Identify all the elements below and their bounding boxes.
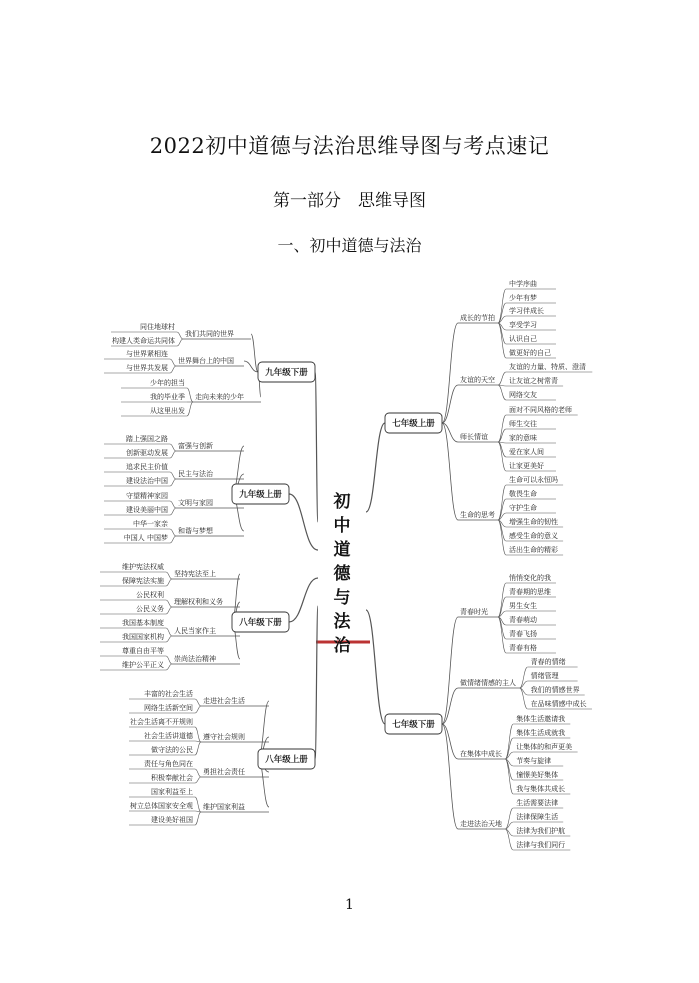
- book-node-label: 八年级上册: [265, 755, 308, 765]
- document-title: 2022初中道德与法治思维导图与考点速记: [149, 134, 550, 158]
- group-label: 理解权利和义务: [174, 598, 223, 606]
- book-node-label: 九年级上册: [239, 490, 282, 500]
- item-connector: [170, 472, 176, 479]
- item-label: 构建人类命运共同体: [112, 337, 175, 345]
- item-connector: [170, 501, 176, 508]
- item-label: 少年的担当: [150, 379, 185, 387]
- book-node-label: 七年级上册: [392, 419, 435, 429]
- item-label: 中国人 中国梦: [123, 534, 168, 542]
- group-label: 人民当家作主: [174, 627, 216, 635]
- item-connector: [187, 388, 193, 402]
- item-label: 我的毕业季: [150, 393, 185, 401]
- part-heading: 第一部分 思维导图: [273, 191, 426, 211]
- item-label: 社会生活讲道德: [144, 732, 193, 740]
- center-char: 初: [333, 492, 351, 512]
- mind-map-center-title: [322, 490, 362, 658]
- item-label: 尊重自由平等: [122, 647, 164, 655]
- item-connector: [498, 520, 506, 555]
- item-label: 友谊的力量、特质、澄清: [509, 363, 586, 371]
- item-label: 守望精神家园: [126, 492, 168, 500]
- group-label: 青春时光: [460, 608, 488, 616]
- item-connector: [195, 727, 201, 742]
- item-connector: [166, 628, 172, 636]
- item-label: 积极奉献社会: [151, 774, 193, 782]
- item-label: 我国基本制度: [122, 619, 164, 627]
- item-connector: [170, 529, 176, 536]
- item-label: 法律与我们同行: [516, 841, 566, 849]
- center-branch-line: [289, 578, 318, 622]
- section-heading: 一、初中道德与法治: [277, 236, 422, 255]
- group-label: 和谐与梦想: [178, 527, 213, 535]
- item-label: 我们的情感世界: [530, 686, 580, 694]
- item-connector: [505, 759, 513, 794]
- item-connector: [166, 600, 172, 607]
- item-label: 家的意味: [509, 434, 537, 442]
- item-connector: [177, 332, 183, 339]
- page-number: 1: [345, 897, 354, 913]
- group-connector: [442, 385, 458, 423]
- group-label: 勇担社会责任: [203, 768, 245, 776]
- item-label: 学习伴成长: [509, 307, 544, 315]
- item-label: 青春萌动: [509, 616, 537, 624]
- item-connector: [498, 583, 506, 617]
- group-label: 维护国家利益: [203, 803, 245, 811]
- group-label: 生命的思考: [460, 511, 495, 519]
- item-connector: [195, 797, 201, 812]
- item-label: 感受生命的意义: [509, 532, 558, 540]
- group-label: 世界舞台上的中国: [178, 357, 234, 365]
- item-label: 我国国家机构: [122, 633, 164, 641]
- item-label: 让集体的和声更美: [516, 743, 573, 751]
- item-label: 认识自己: [509, 335, 537, 343]
- item-label: 保障宪法实施: [122, 577, 164, 585]
- center-char: 中: [333, 516, 351, 536]
- item-label: 丰富的社会生活: [144, 690, 193, 698]
- item-label: 面对不同风格的老师: [509, 406, 572, 414]
- group-label: 文明与家园: [178, 499, 213, 507]
- book-node-label: 七年级下册: [392, 720, 435, 730]
- item-connector: [505, 724, 513, 759]
- item-connector: [498, 617, 506, 653]
- item-label: 创新驱动发展: [126, 449, 168, 457]
- group-connector: [251, 334, 258, 372]
- item-connector: [195, 777, 201, 783]
- item-label: 建设法治中国: [126, 477, 168, 485]
- center-char: 与: [333, 588, 351, 608]
- item-label: 在品味情感中成长: [530, 700, 587, 708]
- item-connector: [170, 366, 176, 373]
- item-connector: [170, 508, 176, 515]
- book-node-label: 八年级下册: [239, 618, 282, 628]
- item-label: 国家利益至上: [151, 788, 193, 796]
- item-label: 青春期的思维: [509, 588, 551, 596]
- item-label: 与世界紧相连: [126, 350, 168, 358]
- item-connector: [195, 742, 201, 755]
- center-branch-line: [315, 606, 318, 759]
- item-label: 我与集体共成长: [516, 785, 566, 793]
- item-label: 男生女生: [509, 602, 537, 610]
- item-label: 责任与角色同在: [144, 760, 193, 768]
- item-label: 法律保障生活: [516, 813, 559, 821]
- item-connector: [498, 289, 506, 323]
- group-label: 崇尚法治精神: [174, 655, 216, 663]
- item-connector: [498, 385, 506, 400]
- item-connector: [498, 323, 506, 358]
- item-connector: [170, 479, 176, 486]
- item-label: 从这里出发: [150, 407, 185, 415]
- item-label: 网络交友: [509, 391, 537, 399]
- group-connector: [442, 423, 458, 520]
- item-label: 情绪管理: [530, 672, 559, 680]
- center-branch-line: [366, 610, 385, 724]
- item-label: 建设美丽中国: [126, 506, 168, 514]
- item-label: 活出生命的精彩: [509, 546, 558, 554]
- item-connector: [498, 415, 506, 442]
- item-label: 中学序曲: [509, 280, 537, 288]
- item-label: 节奏与旋律: [516, 757, 552, 765]
- item-label: 中华一家亲: [133, 520, 168, 528]
- center-char: 治: [333, 636, 351, 656]
- group-label: 坚持宪法至上: [174, 570, 216, 578]
- center-branch-line: [289, 494, 318, 550]
- item-connector: [170, 359, 176, 366]
- item-label: 公民义务: [136, 605, 164, 613]
- center-char: 法: [333, 612, 351, 632]
- center-char: 德: [333, 564, 351, 584]
- item-connector: [195, 699, 201, 706]
- item-connector: [166, 579, 172, 586]
- item-label: 少年有梦: [509, 294, 537, 302]
- group-label: 我们共同的世界: [185, 330, 234, 338]
- item-label: 守护生命: [509, 504, 537, 512]
- item-label: 追求民主价值: [126, 463, 168, 471]
- item-label: 增强生命的韧性: [509, 518, 558, 526]
- item-connector: [187, 402, 193, 416]
- group-label: 遵守社会规则: [203, 733, 245, 741]
- item-label: 社会生活离不开规则: [130, 718, 193, 726]
- item-connector: [166, 656, 172, 664]
- item-label: 树立总体国家安全观: [130, 802, 193, 810]
- item-connector: [498, 372, 506, 385]
- item-label: 憧憬美好集体: [516, 771, 559, 779]
- item-connector: [166, 572, 172, 579]
- item-connector: [166, 664, 172, 670]
- group-connector: [442, 617, 458, 724]
- center-char: 道: [333, 540, 351, 560]
- group-label: 走向未来的少年: [195, 393, 244, 401]
- item-connector: [195, 812, 201, 825]
- item-label: 让友谊之树常青: [509, 377, 558, 385]
- item-label: 集体生活成就我: [516, 729, 566, 737]
- item-label: 青春的情绪: [530, 658, 566, 666]
- item-label: 建设美好祖国: [151, 816, 193, 824]
- group-label: 做情绪情感的主人: [460, 679, 516, 687]
- item-connector: [195, 769, 201, 777]
- item-label: 享受学习: [509, 321, 537, 329]
- item-connector: [177, 339, 183, 346]
- group-label: 成长的节拍: [460, 314, 495, 322]
- item-label: 青春有格: [509, 644, 537, 652]
- item-connector: [170, 536, 176, 543]
- item-label: 维护公平正义: [122, 661, 164, 669]
- item-label: 师生交往: [509, 420, 537, 428]
- item-label: 集体生活邀请我: [516, 715, 566, 723]
- item-connector: [166, 607, 172, 614]
- item-label: 法律为我们护航: [516, 827, 566, 835]
- item-label: 做更好的自己: [509, 349, 551, 357]
- group-label: 友谊的天空: [460, 376, 495, 384]
- item-connector: [170, 451, 176, 458]
- center-branch-line: [315, 372, 318, 522]
- group-label: 师长情谊: [460, 433, 488, 441]
- item-label: 让家更美好: [509, 462, 544, 470]
- item-label: 敬畏生命: [509, 490, 537, 498]
- item-label: 公民权利: [136, 591, 164, 599]
- center-branch-line: [366, 423, 385, 512]
- item-label: 网络生活新空间: [144, 704, 193, 712]
- item-connector: [166, 636, 172, 642]
- item-label: 生活需要法律: [516, 799, 559, 807]
- item-label: 做守法的公民: [151, 746, 193, 754]
- group-label: 民主与法治: [178, 470, 213, 478]
- item-connector: [170, 444, 176, 451]
- item-label: 维护宪法权威: [122, 563, 164, 571]
- item-label: 与世界共发展: [126, 364, 168, 372]
- item-label: 同住地球村: [140, 323, 175, 331]
- group-label: 富强与创新: [178, 442, 213, 450]
- item-label: 踏上强国之路: [126, 435, 168, 443]
- item-connector: [498, 429, 506, 442]
- group-label: 走进法治天地: [460, 820, 502, 828]
- book-node-label: 九年级下册: [265, 368, 308, 378]
- group-connector: [442, 323, 458, 423]
- item-label: 悄悄变化的我: [509, 574, 551, 582]
- item-label: 生命可以永恒吗: [509, 476, 558, 484]
- item-connector: [498, 485, 506, 520]
- group-label: 走进社会生活: [203, 697, 245, 705]
- item-label: 爱在家人间: [509, 448, 544, 456]
- group-label: 在集体中成长: [460, 750, 502, 758]
- item-label: 青春飞扬: [509, 630, 537, 638]
- item-connector: [195, 706, 201, 713]
